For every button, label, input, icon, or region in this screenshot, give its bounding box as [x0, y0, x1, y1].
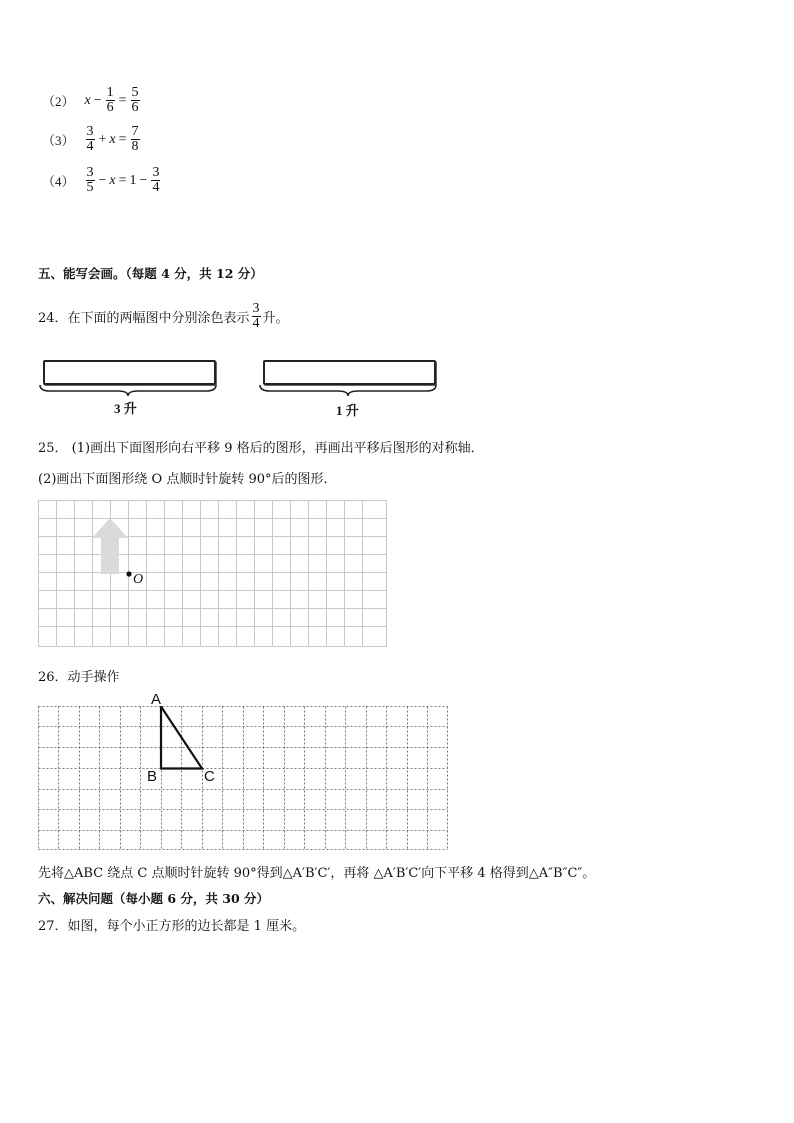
equation-label: （3）	[42, 133, 75, 148]
variable: x	[84, 92, 91, 108]
grid-25[interactable]	[38, 500, 388, 650]
equals: =	[118, 131, 127, 147]
question-27: 27．如图，每个小正方形的边长都是 1 厘米。	[38, 919, 306, 934]
brace-1-liter	[258, 383, 438, 397]
fraction: $\frac{1}{6}$	[106, 85, 114, 115]
equation-4	[42, 166, 161, 195]
variable: x	[109, 172, 116, 188]
point-o-label: O	[133, 572, 144, 587]
operator: +	[98, 131, 107, 147]
equals: =	[118, 172, 127, 188]
fraction: $\frac{3}{5}$	[86, 165, 94, 195]
fraction: $\frac{7}{8}$	[131, 124, 139, 154]
vertex-b-label: B	[147, 768, 158, 785]
brace-3-liters	[38, 383, 218, 397]
bar-label: 1 升	[336, 403, 359, 418]
question-26-instruction: 先将△ABC 绕点 C 点顺时针旋转 90°得到△A′B′C′，再将 △A′B′C′向下平移 4 格得到△A″B″C″。	[38, 866, 596, 881]
question-24-text: 24．在下面的两幅图中分别涂色表示	[38, 311, 250, 326]
question-24	[38, 302, 289, 331]
bar-3-liters[interactable]	[43, 360, 216, 385]
question-25-part-1: 25． (1)画出下面图形向右平移 9 格后的图形，再画出平移后图形的对称轴．	[38, 441, 484, 456]
fraction: $\frac{3}{4}$	[152, 165, 160, 195]
question-25-part-2: (2)画出下面图形绕 O 点顺时针旋转 90°后的图形．	[38, 472, 337, 487]
section-5-heading: 五、能写会画。（每题 4 分，共 12 分）	[38, 266, 263, 281]
operator: −	[98, 172, 107, 188]
bar-1-liter[interactable]	[263, 360, 436, 385]
section-6-heading: 六、解决问题（每小题 6 分，共 30 分）	[38, 891, 270, 906]
variable: x	[109, 131, 116, 147]
bar-label: 3 升	[114, 401, 137, 416]
arrow-shape	[92, 518, 128, 574]
fraction: $\frac{3}{4}$	[252, 301, 260, 331]
point-o	[126, 571, 131, 576]
operator: −	[93, 92, 102, 108]
equation-label: （2）	[42, 94, 75, 109]
vertex-c-label: C	[204, 768, 215, 785]
fraction: $\frac{5}{6}$	[131, 85, 139, 115]
question-24-suffix: 升。	[262, 311, 289, 326]
operator: −	[139, 172, 148, 188]
question-26: 26．动手操作	[38, 670, 120, 685]
vertex-a-label: A	[151, 691, 162, 708]
grid-26[interactable]	[38, 706, 450, 852]
equation-2	[42, 86, 141, 115]
equation-3	[42, 125, 141, 154]
number-one: 1	[129, 172, 137, 188]
equals: =	[118, 92, 127, 108]
fraction: $\frac{3}{4}$	[86, 124, 94, 154]
equation-label: （4）	[42, 174, 75, 189]
